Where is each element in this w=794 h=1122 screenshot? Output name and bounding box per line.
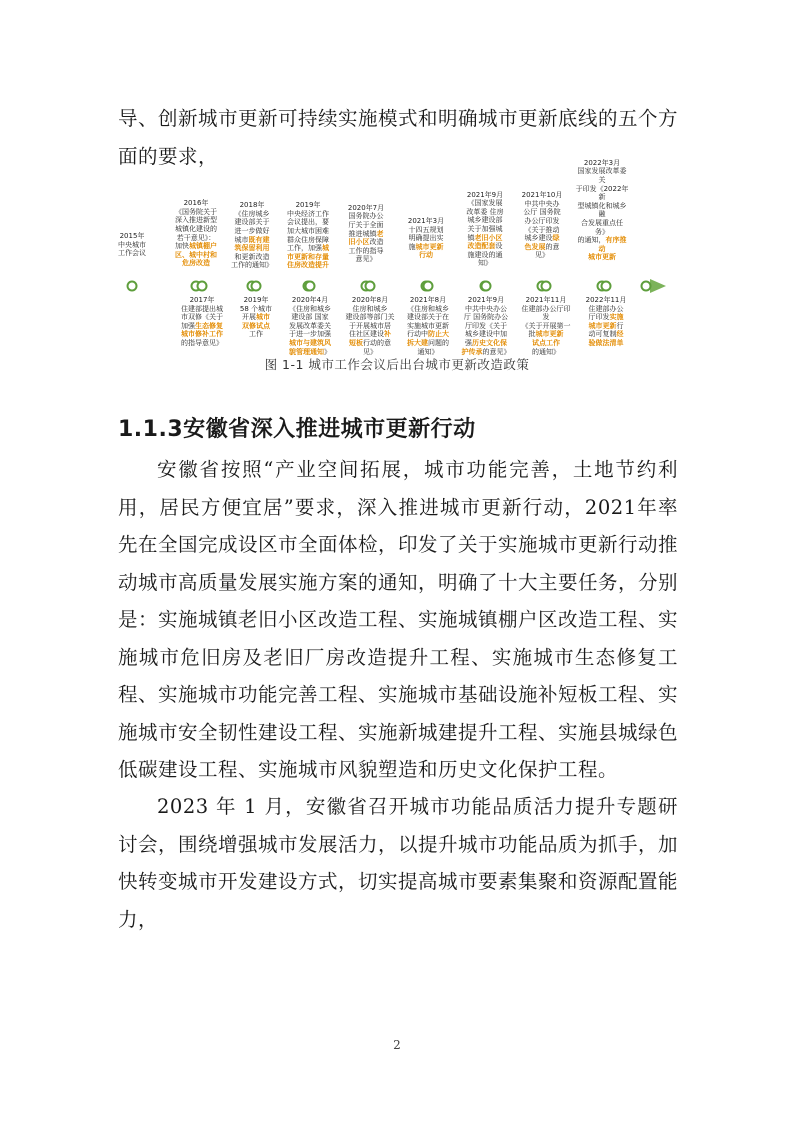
figure-caption: 图 1-1 城市工作会议后出台城市更新改造政策 xyxy=(264,357,530,372)
timeline-text: 2016年 《国务院关于 深入推进新型 城镇化建设的 若干意见》： 加快 xyxy=(175,199,217,251)
timeline-highlight-text: 城市与建筑风 貌管理通知 xyxy=(289,338,331,356)
timeline-node xyxy=(642,282,651,291)
timeline-node xyxy=(542,282,551,291)
timeline-highlight-text: 经 验做法清单 xyxy=(588,330,624,347)
timeline-item-label xyxy=(343,296,397,356)
timeline-highlight-text: 城市更新 试点工作 xyxy=(532,330,564,347)
timeline-item-label xyxy=(225,201,279,270)
timeline-item-label xyxy=(229,296,283,339)
timeline-node xyxy=(482,282,491,291)
timeline-highlight-text: 实施 城市更新 xyxy=(588,313,624,330)
timeline-text: 2019年 中央经济工作 会议提出，要 加大城市困难 群众住房保障 工作，加强 xyxy=(287,201,329,253)
body-paragraph-2: 2023 年 1 月，安徽省召开城市功能品质活力提升专题研讨会，围绕增强城市发展活力，以提升城市功能品质为抓手，加快转变城市开发建设方式，切实提高城市要素集聚和资源配置能力， xyxy=(118,795,679,931)
timeline-text: 的指导意见》 xyxy=(181,338,223,347)
body-paragraph-1: 安徽省按照“产业空间拓展，城市功能完善，土地节约利用，居民方便宜居”要求，深入推进城市更新行动，2021年率先在全国完成设区市全面体检，印发了关于实施城市更新行动推动城市高质量发展实施方案的通知，明确了十大主要任务，分别是：实施城镇老旧小区改造工程、实施城镇棚户区改造工程、实施城市危旧房及老旧厂房改造提升工程、实施城市生态修复工程、实施城市功能完善工程、实施城市基础设施补短板工程、实施城市安全韧性建设工程、实施新城建提升工程、实施县城绿色低碳建设工程、实施城市风貌塑造和历史文化保护工程。 xyxy=(118,458,679,781)
timeline-text: 2020年7月 国务院办公 厅关于全面 推进城镇 xyxy=(347,203,385,238)
timeline-item-label xyxy=(169,199,223,268)
timeline-text: 2019年 58 个城市 开展 xyxy=(239,296,273,322)
timeline-highlight-text: 生态修复 城市修补工作 xyxy=(181,321,223,339)
timeline-text: 2021年11月 住建部办公厅印发 《关于开展第一 批 xyxy=(521,296,571,339)
timeline-text: 2021年10月 中共中央办 公厅 国务院 办公厅印发 《关于推动 城乡建设 xyxy=(521,191,563,243)
page-number: 2 xyxy=(393,1038,401,1052)
timeline-node xyxy=(602,282,611,291)
timeline-item-label xyxy=(401,296,455,356)
timeline-arrow-icon xyxy=(650,279,666,293)
timeline-text: 》 xyxy=(324,347,331,356)
timeline-highlight-text: 城市更新 行动 xyxy=(415,242,444,260)
section-heading: 1.1.3安徽省深入推进城市更新行动 xyxy=(118,417,476,442)
timeline-highlight-text: 绿 色发展 xyxy=(524,234,560,251)
timeline-item-label xyxy=(459,296,513,356)
timeline-item-label xyxy=(575,159,629,262)
timeline-text: 2015年 中央城市 工作会议 xyxy=(118,232,146,258)
timeline-node xyxy=(366,282,375,291)
timeline-item-label xyxy=(339,204,393,264)
timeline-text: 2020年8月 住房和城乡 建设部等部门关 于开展城市居 住社区建设 xyxy=(345,296,395,339)
timeline-highlight-text: 历史文化保 护传承 xyxy=(461,338,507,356)
timeline-highlight-text: 防止大 拆大建 xyxy=(407,330,449,347)
timeline-highlight-text: 城镇棚户 区、城中村和 危房改造 xyxy=(175,242,217,268)
timeline-text: 2021年8月 《住房和城乡 建设部关于在 实施城市更新 行动中 xyxy=(407,296,449,339)
timeline-text: 的意见》 xyxy=(482,347,511,356)
timeline-item-label xyxy=(175,296,229,348)
timeline-text: 2017年 住建部提出城 市双修《关于 加强 xyxy=(181,296,223,330)
timeline-item-label xyxy=(281,201,335,270)
timeline-text: 的通知》 xyxy=(532,347,560,356)
timeline-text: 2022年3月 国家发展改革委关 于印发《2022年新 型城镇化和城乡融 合发展重点任务》 的通知， xyxy=(575,158,629,245)
timeline-text: 设 施建设的通 知》 xyxy=(467,242,503,268)
timeline-node xyxy=(128,282,137,291)
timeline-text: 改造 工作的指导 意见》 xyxy=(348,238,384,264)
timeline-highlight-text: 城市 双修试点 xyxy=(242,313,270,330)
timeline-node xyxy=(252,282,261,291)
timeline-text: 2018年 《住房城乡 建设部关于 进一步做好 城市 xyxy=(234,201,270,244)
timeline-text: 2022年11月 住建部办公 厅印发 xyxy=(585,296,627,322)
timeline-node xyxy=(424,282,433,291)
timeline-item-label xyxy=(515,191,569,260)
timeline-text: 2020年4月 《住房和城乡 建设部 国家 发展改革委关 于进一步加强 xyxy=(289,296,331,339)
timeline-highlight-text: 老旧小区 改造配套 xyxy=(467,233,503,251)
timeline-item-label xyxy=(105,232,159,258)
timeline-text: 行 动可复制 xyxy=(588,321,624,339)
timeline-highlight-text: 既有建 筑保留利用 xyxy=(234,235,270,253)
timeline-item-label xyxy=(283,296,337,356)
timeline-text: 问题的 通知》 xyxy=(417,338,449,356)
timeline-text: 行动的意 见》 xyxy=(363,338,391,356)
timeline-highlight-text: 老 旧小区 xyxy=(348,229,384,247)
timeline-highlight-text: 有序推动 城市更新 xyxy=(588,236,627,262)
timeline-text: 工作 xyxy=(249,330,263,339)
timeline-text: 2021年3月 十四五规划 明确提出实 施 xyxy=(407,217,445,251)
policy-timeline-figure xyxy=(118,158,678,357)
timeline-text: 的意 见》 xyxy=(535,242,560,260)
timeline-highlight-text: 城 市更新和存量 住房改造提升 xyxy=(287,244,329,270)
timeline-text: 和更新改造 工作的通知》 xyxy=(231,252,273,270)
timeline-item-label xyxy=(399,217,453,260)
timeline-item-label xyxy=(458,191,512,268)
timeline-node xyxy=(306,282,315,291)
timeline-item-label xyxy=(579,296,633,348)
timeline-item-label xyxy=(519,296,573,356)
timeline-text: 2021年9月 中共中央办公 厅 国务院办公 厅印发《关于 城乡建设中加 强 xyxy=(463,296,509,347)
timeline-node xyxy=(198,282,207,291)
intro-paragraph: 导、创新城市更新可持续实施模式和明确城市更新底线的五个方面的要求， xyxy=(118,107,679,168)
timeline-text: 2021年9月 《国家发展 改革委 住房 城乡建设部 关于加强城 镇 xyxy=(466,190,504,242)
timeline-highlight-text: 补 短板 xyxy=(349,330,391,347)
